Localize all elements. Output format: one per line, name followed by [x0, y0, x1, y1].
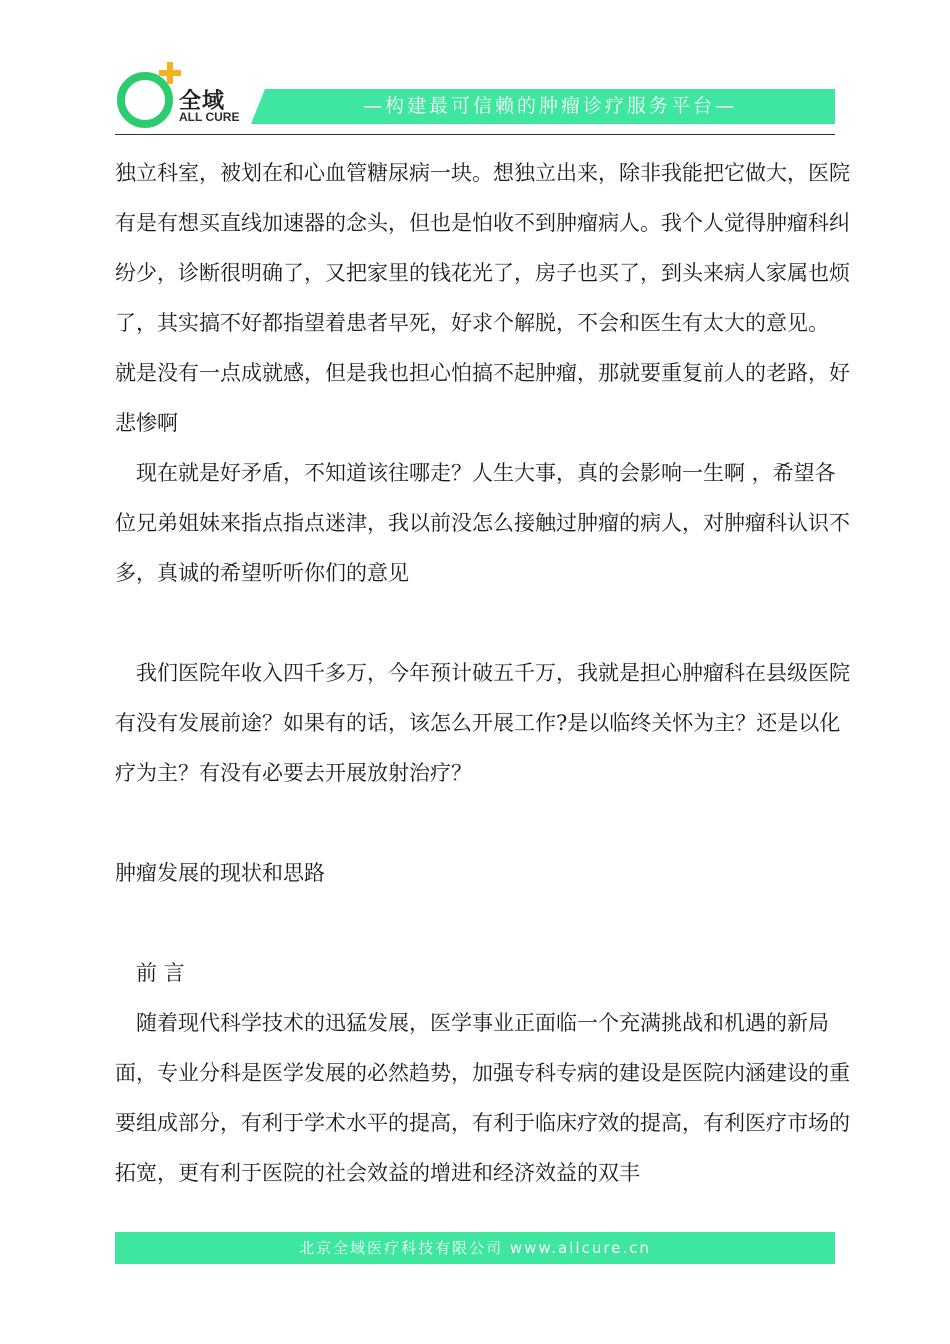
logo-english-name: ALL CURE: [179, 110, 240, 124]
header-divider: [115, 134, 835, 135]
logo-plus-icon: [159, 62, 181, 84]
blank-line: [115, 898, 850, 948]
preface-heading: 前 言: [115, 961, 185, 985]
page-header: [115, 60, 835, 136]
document-body: [115, 148, 850, 1198]
section-title: 肿瘤发展的现状和思路: [115, 861, 325, 885]
paragraph-1: 独立科室，被划在和心血管糖尿病一块。想独立出来，除非我能把它做大，医院有是有想买直线加速器的念头，但也是怕收不到肿瘤病人。我个人觉得肿瘤科纠纷少，诊断很明确了，又把家里的钱花光了，房子也买了，到头来病人家属也烦了，其实搞不好都指望着患者早死，好求个解脱，不会和医生有太大的意见。 就是没有一点成就感，但是我也担心怕搞不起肿瘤，那就要重复前人的老路，好悲惨啊: [115, 161, 850, 435]
paragraph-3: 我们医院年收入四千多万，今年预计破五千万，我就是担心肿瘤科在县级医院有没有发展前途？如果有的话，该怎么开展工作?是以临终关怀为主？还是以化疗为主？有没有必要去开展放射治疗？: [115, 661, 850, 785]
blank-line: [115, 798, 850, 848]
page-footer: 北京全域医疗科技有限公司 www.allcure.cn: [115, 1232, 835, 1264]
logo-chinese-name: 全域: [179, 89, 226, 114]
header-slogan: —构建最可信赖的肿瘤诊疗服务平台—: [265, 89, 835, 124]
blank-line: [115, 598, 850, 648]
paragraph-2: 现在就是好矛盾，不知道该往哪走？人生大事，真的会影响一生啊 ，希望各位兄弟姐妹来指点指点迷津，我以前没怎么接触过肿瘤的病人，对肿瘤科认识不多，真诚的希望听听你们的意见: [115, 461, 850, 585]
paragraph-preface: 随着现代科学技术的迅猛发展，医学事业正面临一个充满挑战和机遇的新局面，专业分科是医学发展的必然趋势，加强专科专病的建设是医院内涵建设的重要组成部分，有利于学术水平的提高，有利于临床疗效的提高，有利医疗市场的拓宽，更有利于医院的社会效益的增进和经济效益的双丰: [115, 1011, 850, 1185]
